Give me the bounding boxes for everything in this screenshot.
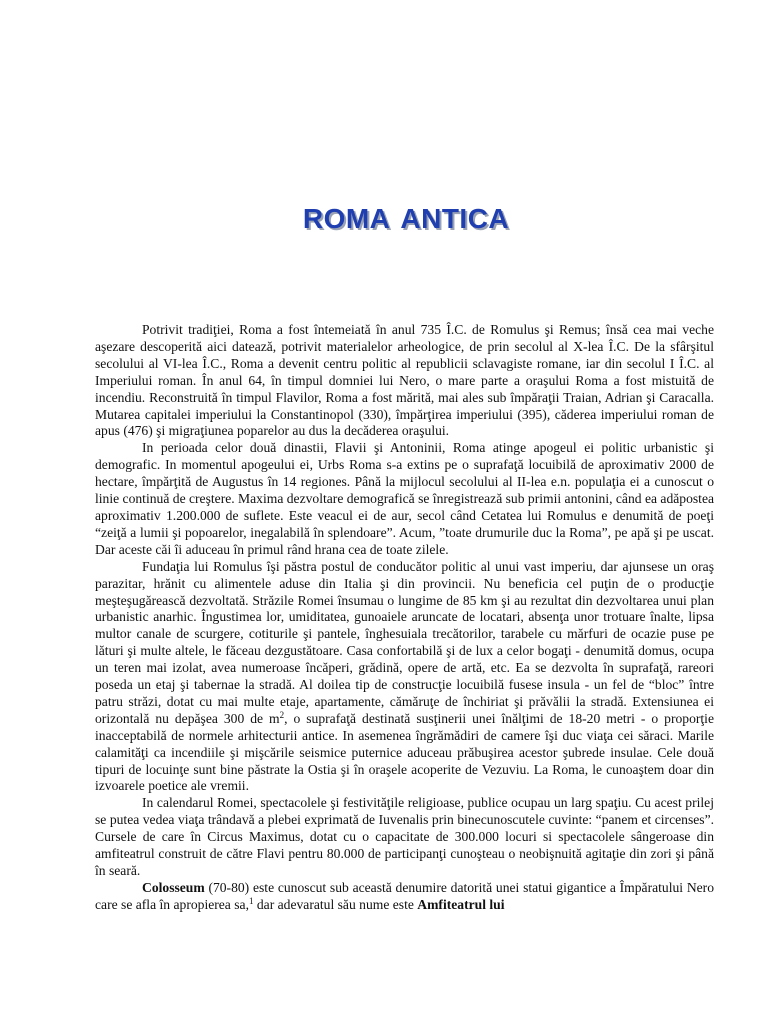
paragraph-2: In perioada celor două dinastii, Flavii şi Antoninii, Roma atinge apogeul ei politic urbanistic şi demografic. In momentul apogeului ei, Urbs Roma s-a extins pe o suprafaţă locuibilă de aproximativ 2000 de hectare, împărţită de Augustus în 14 regiones. Până la mijlocul secolului al II-lea e.n. populaţia ei a cunoscut o linie continuă de creştere. Maxima dezvoltare demografică se înregistrează sub primii antonini, când ea adăpostea aproximativ 1.200.000 de suflete. Este veacul ei de aur, secol când Cetatea lui Romulus e denumită de poeţi “zeiţă a lumii şi popoarelor, inegalabilă în splendoare”. Acum, ”toate drumurile duc la Roma”, pe apă şi pe uscat. Dar aceste căi îi aduceau în primul rând hrana cea de toate zilele.: [95, 440, 715, 557]
paragraph-4: In calendarul Romei, spectacolele şi festivităţile religioase, publice ocupau un larg spaţiu. Cu acest prilej se putea vedea viaţa trândavă a plebei exprimată de Iuvenalis prin binecunoscutele cuvinte: “panem et circenses”. Cursele de care în Circus Maximus, dotat cu o capacitate de 300.000 locuri si spectacolele sângeroase din amfiteatrul construit de către Flavi pentru 80.000 de participanţi cunoşteau o neobişnuită agitaţie din zori şi până în seară.: [95, 795, 714, 878]
colosseum-term: Colosseum: [142, 879, 205, 895]
paragraph-3: [95, 559, 714, 796]
footnote-marker-1[interactable]: 1: [248, 895, 254, 906]
page-title: [0, 203, 768, 235]
paragraph-1: Potrivit tradiţiei, Roma a fost întemeiată în anul 735 Î.C. de Romulus şi Remus; însă cea mai veche aşezare descoperită aici datează, potrivit materialelor arheologice, de prin secolul al X-lea Î.C. De la sfârşitul secolului al VI-lea Î.C., Roma a devenit centru politic al republicii sclavagiste romane, iar din secolul I Î.C. al Imperiului roman. În anul 64, în timpul domniei lui Nero, o mare parte a oraşului Roma a fost mistuită de incendiu. Reconstruită în timpul Flavilor, Roma a fost mărită, mai ales sub împăraţii Traian, Adrian şi Caracalla. Mutarea capitalei imperiului la Constantinopol (330), împărţirea imperiului (395), căderea imperiului roman de apus (476) şi migraţiunea poparelor au dus la decăderea oraşului.: [95, 322, 714, 439]
title-word-1: ROMA: [302, 203, 391, 234]
superscript-squared: 2: [279, 709, 285, 720]
paragraph-3-part-1: Fundaţia lui Romulus îşi păstra postul de conducător politic al unui vast imperiu, dar ajunsese un oraş parazitar, hrănit cu alimentele aduse din Italia şi din provincii. Nu beneficia cel puţin de o producţie meşteşugărească dezvoltată. Străzile Romei însumau o lungime de 85 km şi au rezultat din dezvoltarea unui plan urbanistic anarhic. Îngustimea lor, umiditatea, gunoaiele aruncate de locatari, absenţa unor trotuare înalte, lipsa multor canale de scurgere, cotiturile şi pantele, înghesuiala trecătorilor, tarabele cu mărfuri de ocazie puse pe lături şi multe altele, le făceau dezgustătoare. Casa confortabilă şi de lux a celor bogaţi - denumită domus, ocupa un teren mai izolat, avea numeroase încăperi, grădină, opere de artă, etc. Ea se dezvolta în suprafaţă, rareori poseda un etaj şi tabernae la stradă. Al doilea tip de construcţie locuibilă fusese insula - un fel de “bloc” între patru străzi, dotat cu mai multe etaje, apartamente, cămăruţe de închiriat şi prăvălii la stradă. Extensiunea ei orizontală nu depăşea 300 de m: [95, 558, 714, 726]
paragraph-3-part-2: , o suprafaţă destinată susţinerii unei înălţimi de 18-20 metri - o proporţie inacceptabilă de normele arhitecturii antice. In asemenea îngrămădiri de camere îşi duc viaţa cei săraci. Marile calamităţi ca incendiile şi mişcările seismice puternice aduceau prăbuşirea acestor şubrede insulae. Cele două tipuri de locuinţe sunt bine păstrate la Ostia şi în oraşele acoperite de Vezuviu. La Roma, le cunoaştem doar din izvoarele poetice ale vremii.: [95, 710, 714, 794]
paragraph-5-part-1: (70-80) este cunoscut sub această denumire datorită unei statui gigantice a Împăratului Nero care se afla în apropierea sa,: [95, 879, 714, 912]
body-text: [95, 322, 714, 914]
paragraph-5: [95, 880, 714, 914]
paragraph-5-part-2: dar adevaratul său nume este: [253, 896, 418, 912]
amfiteatrul-term: Amfiteatrul lui: [417, 896, 505, 912]
title-word-2: ANTICA: [400, 203, 510, 234]
